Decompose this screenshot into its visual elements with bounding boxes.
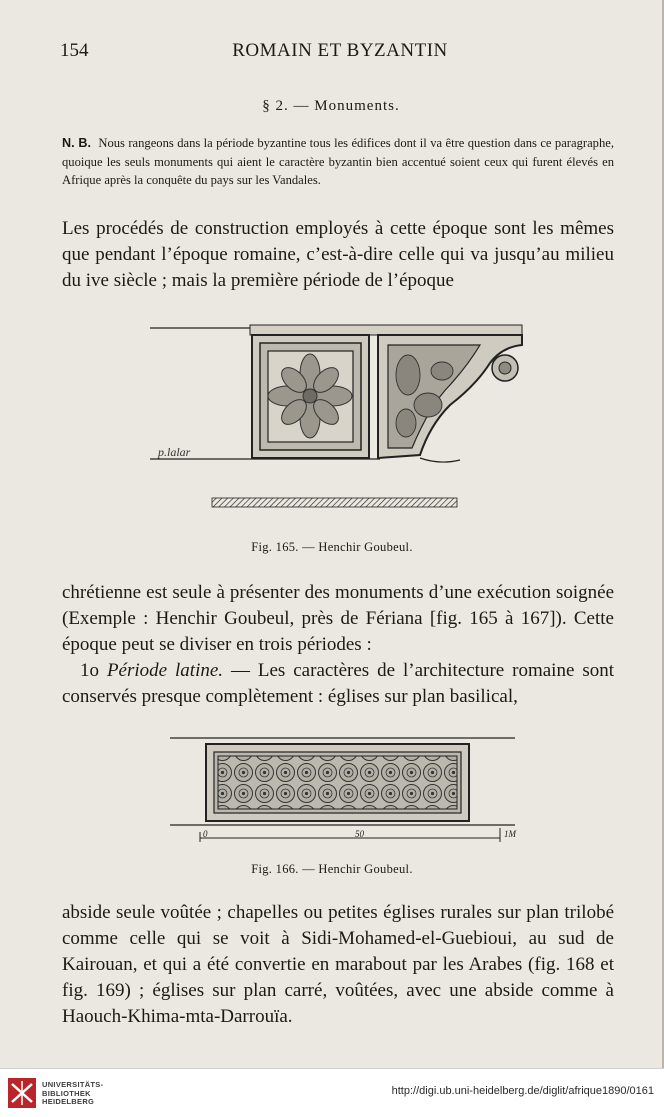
- note-paragraph: [62, 134, 614, 190]
- list-item-title: Période latine.: [106, 660, 224, 681]
- section-heading: § 2. — Monuments.: [262, 98, 400, 114]
- list-item-number: 1o: [80, 660, 99, 681]
- figure-165-drawing: [150, 315, 530, 520]
- source-url-link[interactable]: http://digi.ub.uni-heidelberg.de/diglit/afrique1890/0161: [391, 1085, 654, 1097]
- scale-mid-label: 50: [355, 829, 364, 839]
- library-footer: [0, 1068, 664, 1117]
- scale-start-label: 0: [203, 829, 208, 839]
- note-text: Nous rangeons dans la période byzantine tous les édifices dont il va être question dans ce paragraphe, quoique les seuls monuments qui aient le caractère byzantin bien accentué soient ceux qui furent élevés en Afrique après la conquête du pays sur les Vandales.: [62, 136, 614, 187]
- note-label: N. B.: [62, 136, 91, 150]
- body-paragraph-1: Les procédés de construction employés à cette époque sont les mêmes que pendant l’époque romaine, c’est-à-dire celle qui va jusqu’au milieu du ive siècle ; mais la première période de l’époque: [62, 218, 614, 291]
- body-paragraph-3: abside seule voûtée ; chapelles ou petites églises rurales sur plan trilobé comme celle qui se voit à Sidi-Mohamed-el-Guebioui, au sud de Kairouan, et qui a été convertie en marabout par les Arabes (fig. 168 et fig. 169) ; églises sur plan carré, voûtées, avec une abside comme à Haouch-Khima-mta-Darrouïa.: [62, 902, 614, 1027]
- body-paragraph-2-text: chrétienne est seule à présenter des monuments d’une exécution soignée (Exemple : Henchir Goubeul, près de Fériana [fig. 165 à 167]). Cette époque peut se diviser en trois périodes :: [62, 582, 614, 655]
- figure-165-caption: Fig. 165. — Henchir Goubeul.: [251, 540, 413, 554]
- running-title: ROMAIN ET BYZANTIN: [232, 40, 448, 61]
- page-header: [60, 40, 620, 64]
- body-paragraph-2: [62, 580, 614, 710]
- logo-line-2: BIBLIOTHEK: [42, 1088, 91, 1098]
- figure-166-drawing: [170, 720, 520, 845]
- logo-line-3: HEIDELBERG: [42, 1097, 95, 1107]
- scale-end-label: 1M: [504, 829, 516, 839]
- list-item-text: — Les caractères de l’architecture romaine sont conservés presque complètement : églises sur plan basilical,: [62, 660, 614, 707]
- page-number: 154: [60, 40, 89, 61]
- artist-signature: p.lalar: [158, 445, 191, 459]
- library-logo-icon: [8, 1078, 36, 1108]
- library-logo-text: [42, 1081, 103, 1107]
- figure-166-caption: Fig. 166. — Henchir Goubeul.: [251, 862, 413, 876]
- logo-line-1: UNIVERSITÄTS-: [42, 1080, 104, 1089]
